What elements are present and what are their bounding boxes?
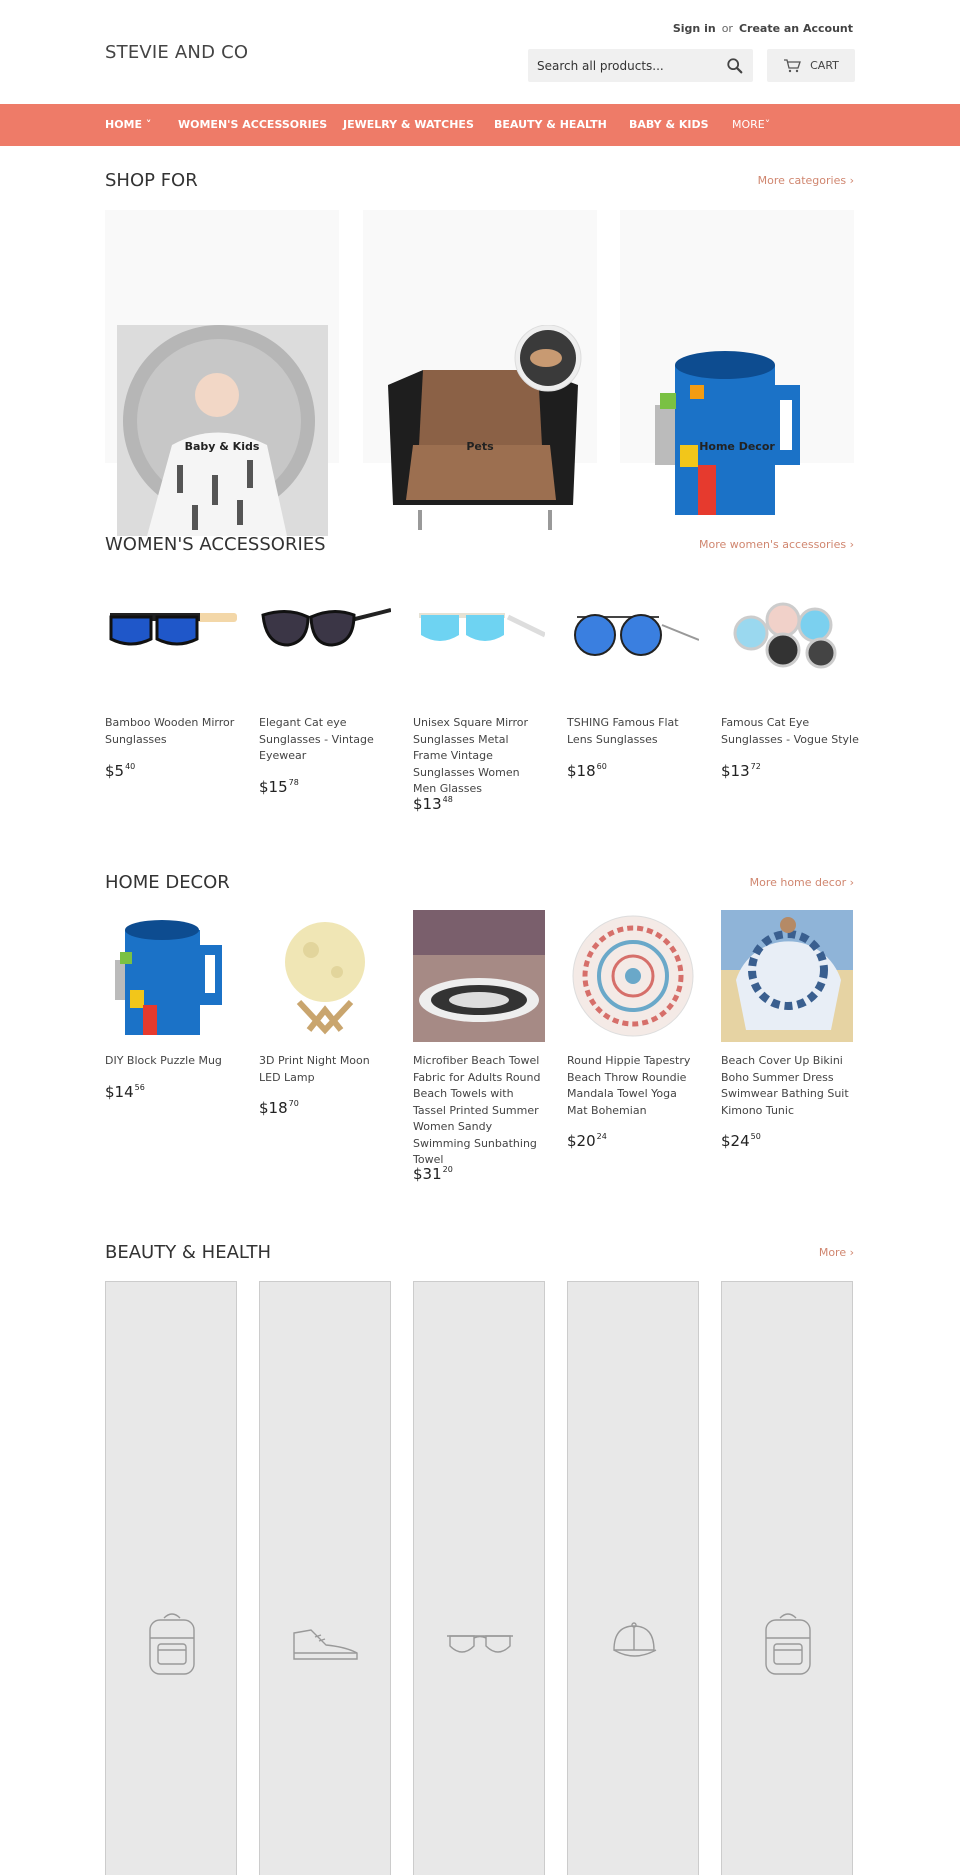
nav-item-beauty-health[interactable]: BEAUTY & HEALTH (494, 118, 607, 131)
placeholder-product-card[interactable] (721, 1281, 853, 1875)
product-title[interactable]: DIY Block Puzzle Mug (105, 1054, 222, 1067)
category-label-pets[interactable]: Pets (466, 440, 494, 453)
cart-icon (783, 59, 801, 73)
product-image-cat-eye-sunglasses[interactable] (259, 595, 391, 675)
placeholder-product-card[interactable] (105, 1281, 237, 1875)
product-image-flat-lens-sunglasses[interactable] (567, 595, 699, 675)
product-title[interactable]: Beach Cover Up Bikini Boho Summer Dress Swimwear Bathing Suit Kimono Tunic (721, 1054, 849, 1117)
product-title[interactable]: Elegant Cat eye Sunglasses - Vintage Eyewear (259, 716, 374, 762)
search-form (528, 49, 753, 82)
more-womens-accessories-link[interactable]: More women's accessories › (699, 538, 854, 551)
backpack-icon (758, 1610, 818, 1676)
baby-kids-image[interactable] (117, 325, 328, 536)
product-price: $\$5^{40}$ (105, 762, 136, 780)
shop-for-title: SHOP FOR (105, 170, 198, 191)
placeholder-product-card[interactable] (259, 1281, 391, 1875)
search-icon[interactable] (726, 57, 744, 75)
product-price: $\$13^{72}$ (721, 762, 761, 780)
home-decor-title: HOME DECOR (105, 872, 230, 893)
product-image-square-mirror-sunglasses[interactable] (413, 595, 545, 675)
main-nav (0, 104, 960, 146)
category-label-home-decor[interactable]: Home Decor (699, 440, 775, 453)
placeholder-product-card[interactable] (567, 1281, 699, 1875)
product-title[interactable]: Microfiber Beach Towel Fabric for Adults Round Beach Towels with Tassel Printed Summer Women Sandy Swimming Sunbathing Towel (413, 1054, 541, 1166)
product-price: $\$20^{24}$ (567, 1132, 607, 1150)
product-title[interactable]: Round Hippie Tapestry Beach Throw Roundie Mandala Towel Yoga Mat Bohemian (567, 1054, 691, 1117)
product-image-famous-cat-eye-sunglasses[interactable] (721, 595, 853, 675)
product-title[interactable]: Bamboo Wooden Mirror Sunglasses (105, 716, 235, 746)
product-image-mandala-tapestry[interactable] (567, 910, 699, 1042)
nav-item-womens-accessories[interactable]: WOMEN'S ACCESSORIES (178, 118, 328, 131)
nav-item-baby-kids[interactable]: BABY & KIDS (629, 118, 709, 131)
more-home-decor-link[interactable]: More home decor › (749, 876, 854, 889)
product-price: $\$24^{50}$ (721, 1132, 761, 1150)
product-title[interactable]: TSHING Famous Flat Lens Sunglasses (567, 716, 679, 746)
more-categories-link[interactable]: More categories › (757, 174, 854, 187)
product-title[interactable]: Unisex Square Mirror Sunglasses Metal Frame Vintage Sunglasses Women Men Glasses (413, 716, 529, 795)
backpack-icon (142, 1610, 202, 1676)
product-image-beach-towel[interactable] (413, 910, 545, 1042)
store-logo[interactable]: STEVIE AND CO (105, 42, 249, 63)
product-title[interactable]: Famous Cat Eye Sunglasses - Vogue Style (721, 716, 859, 746)
product-image-beach-cover-up[interactable] (721, 910, 853, 1042)
search-input[interactable] (528, 49, 713, 82)
nav-item-more[interactable]: MORE˅ (732, 118, 771, 131)
cap-icon (610, 1620, 658, 1666)
sunglasses-icon (446, 1630, 514, 1660)
more-beauty-health-link[interactable]: More › (818, 1246, 854, 1259)
womens-accessories-title: WOMEN'S ACCESSORIES (105, 534, 326, 555)
product-price: $\$13^{48}$ (413, 795, 453, 813)
product-price: $\$18^{70}$ (259, 1099, 299, 1117)
cart-label: CART (810, 59, 839, 72)
product-price: $\$14^{56}$ (105, 1083, 145, 1101)
create-account-link[interactable]: Create an Account (738, 22, 853, 35)
product-price: $\$31^{20}$ (413, 1165, 453, 1183)
product-price: $\$18^{60}$ (567, 762, 607, 780)
account-links (673, 22, 853, 35)
product-image-bamboo-sunglasses[interactable] (105, 595, 237, 675)
sneaker-icon (291, 1625, 361, 1665)
beauty-health-title: BEAUTY & HEALTH (105, 1242, 271, 1263)
or-text: or (721, 22, 733, 35)
product-image-block-mug[interactable] (105, 910, 237, 1042)
product-image-moon-lamp[interactable] (259, 910, 391, 1042)
nav-item-home[interactable]: HOME ˅ (105, 118, 152, 131)
sign-in-link[interactable]: Sign in (672, 22, 716, 35)
product-price: $\$15^{78}$ (259, 778, 299, 796)
pets-image[interactable] (378, 325, 585, 538)
nav-item-jewelry-watches[interactable]: JEWELRY & WATCHES (343, 118, 474, 131)
cart-button[interactable] (767, 49, 855, 82)
category-label-baby-kids[interactable]: Baby & Kids (184, 440, 260, 453)
placeholder-product-card[interactable] (413, 1281, 545, 1875)
home-decor-image[interactable] (640, 335, 810, 525)
product-title[interactable]: 3D Print Night Moon LED Lamp (259, 1054, 370, 1084)
